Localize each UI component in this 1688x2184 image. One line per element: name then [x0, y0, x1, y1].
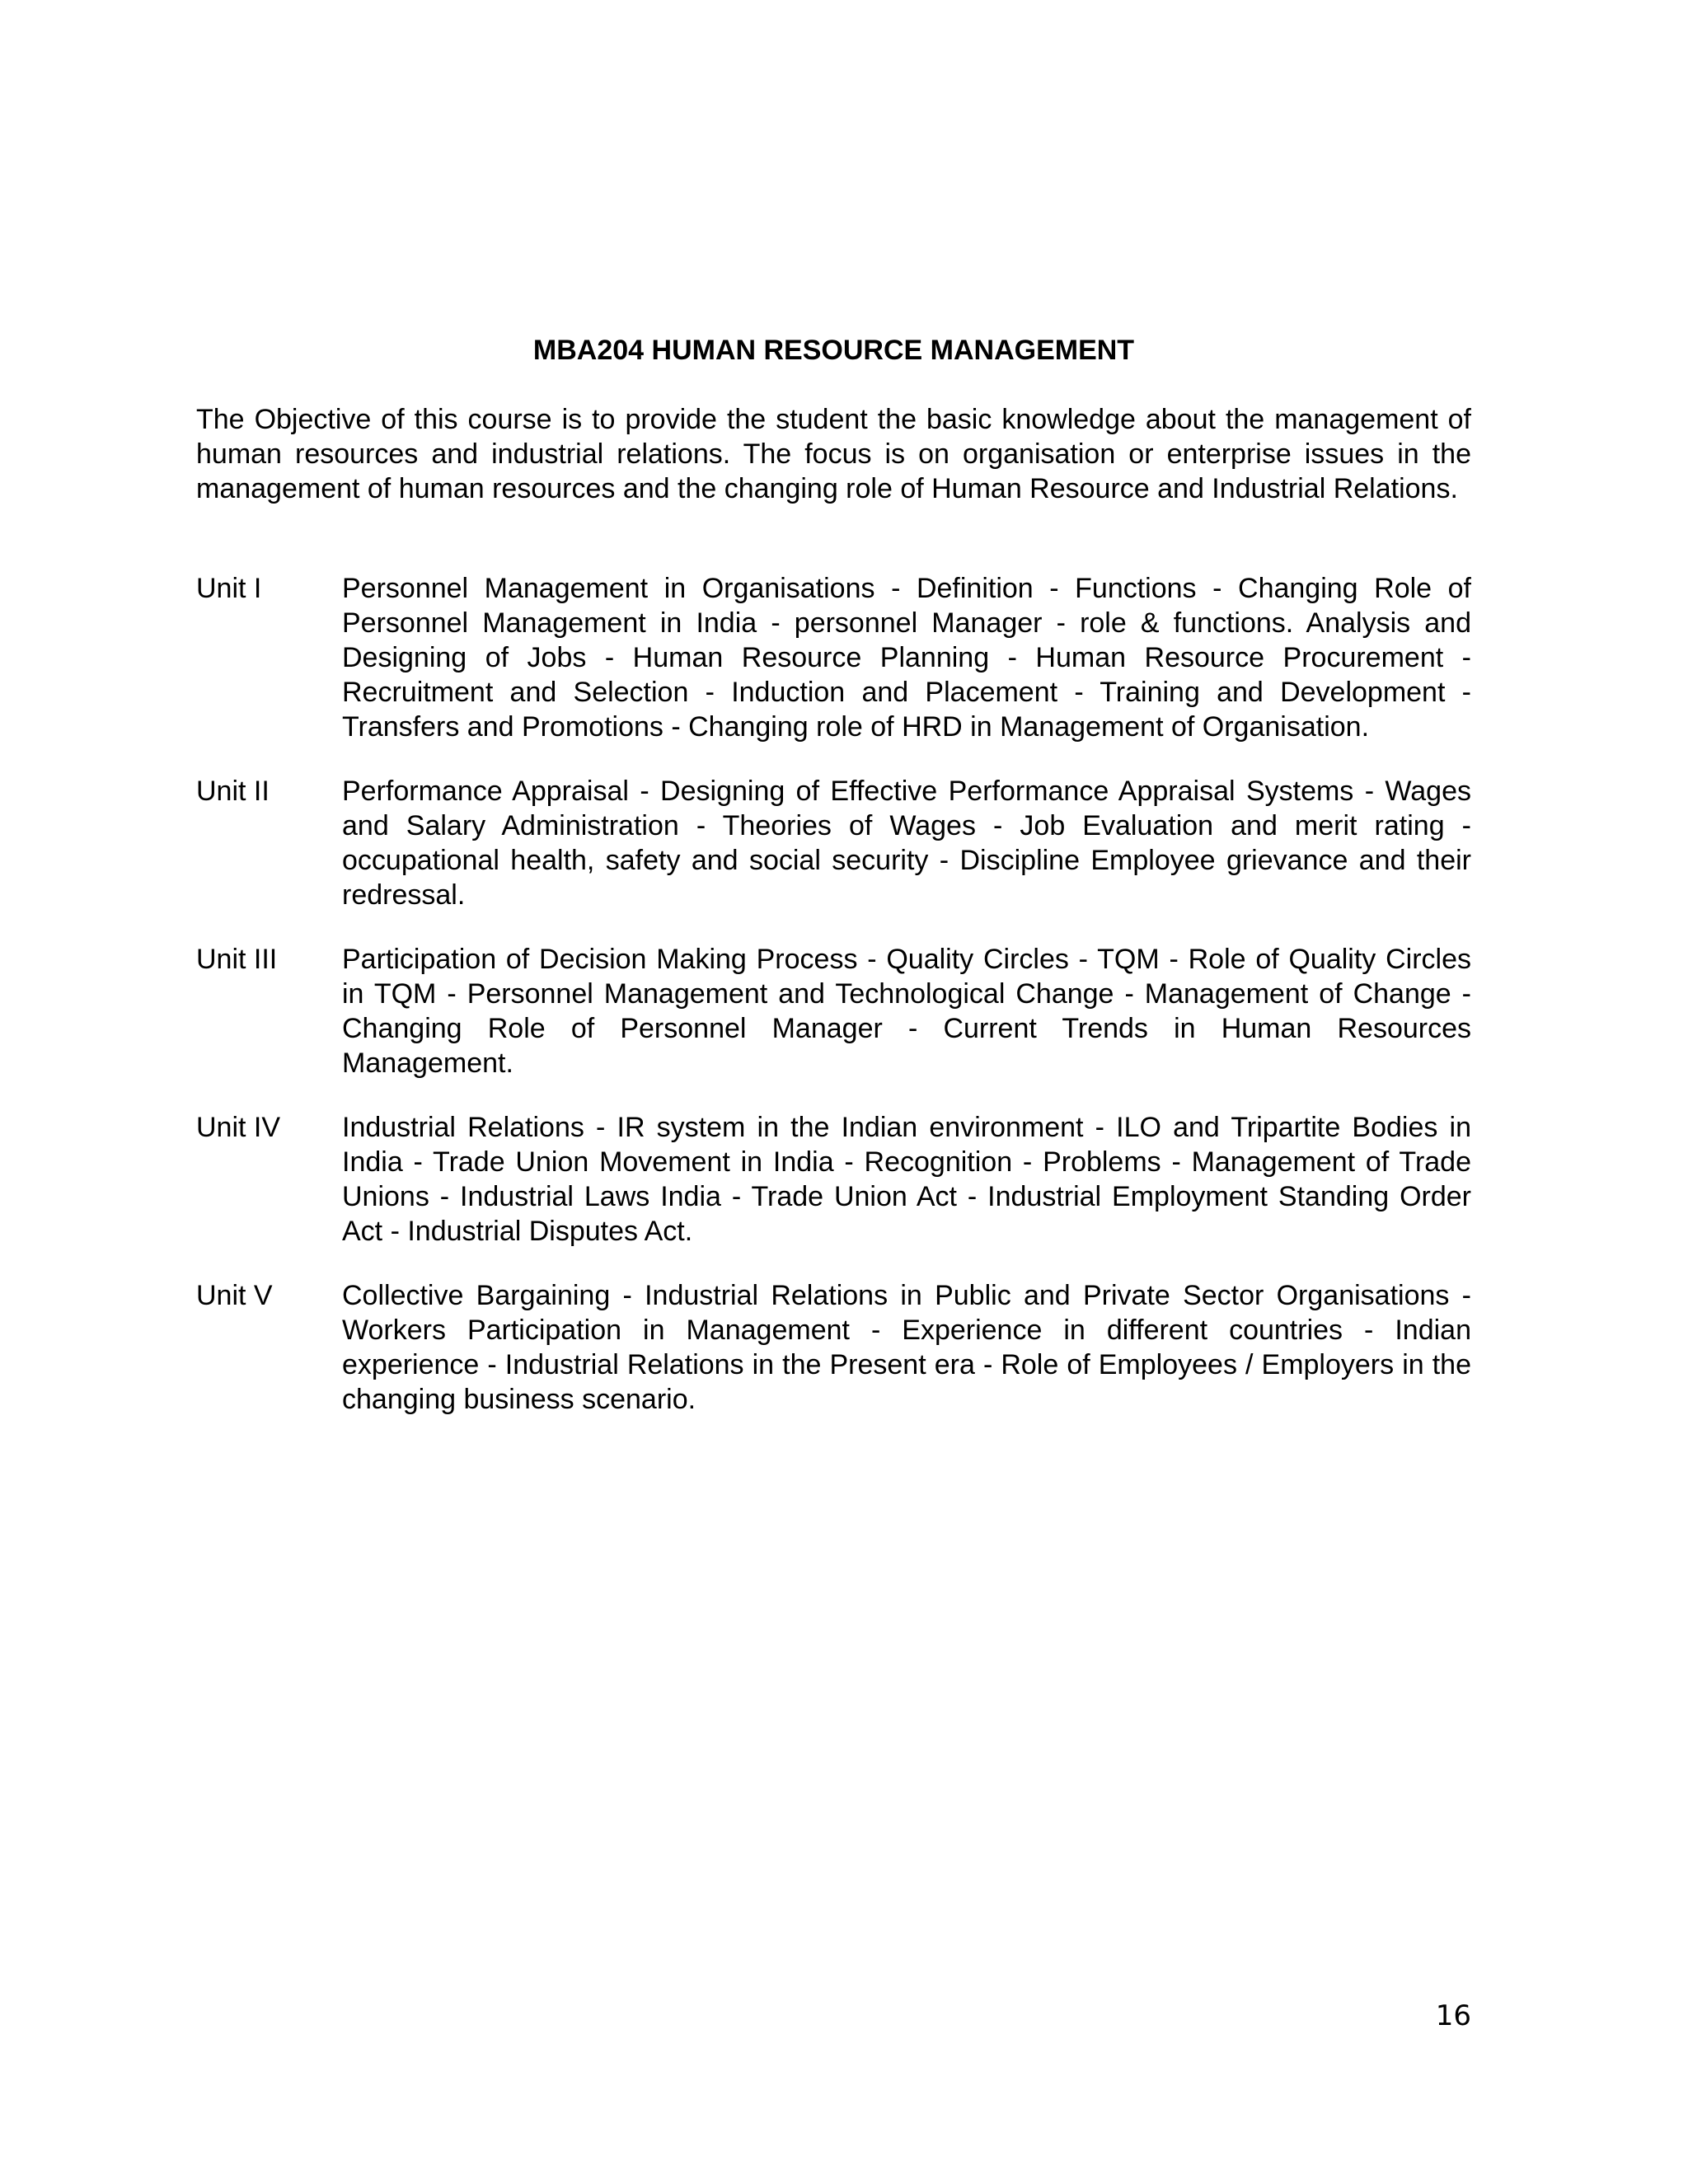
unit-label: Unit IV: [196, 1112, 281, 1143]
page-number: 16: [1435, 1999, 1471, 2032]
unit-label: Unit II: [196, 776, 270, 807]
unit-description: Personnel Management in Organisations - Definition - Functions - Changing Role of Personnel Management in India - personnel Manager - role & functions. Analysis and Designing of Jobs - Human Resource Planning - Human Resource Procurement - Recruitment and Selection - Induction and Placement - Training and Development - Transfers and Promotions - Changing role of HRD in Management of Organisation.: [342, 573, 1471, 743]
unit-description: Industrial Relations - IR system in the Indian environment - ILO and Tripartite Bodies in India - Trade Union Movement in India - Recognition - Problems - Management of Trade Unions - Industrial Laws India - Trade Union Act - Industrial Employment Standing Order Act - Industrial Disputes Act.: [342, 1112, 1471, 1247]
unit-item: [196, 942, 1471, 1080]
unit-item: [196, 774, 1471, 912]
unit-label: Unit III: [196, 944, 278, 975]
unit-item: [196, 1110, 1471, 1249]
page-title: MBA204 HUMAN RESOURCE MANAGEMENT: [532, 335, 1135, 366]
unit-label: Unit I: [196, 573, 262, 604]
course-objective-paragraph: The Objective of this course is to provide the student the basic knowledge about the management of human resources and industrial relations. The focus is on organisation or enterprise issues in the management of human resources and the changing role of Human Resource and Industrial Relations.: [196, 404, 1471, 504]
units-list: [196, 571, 1471, 1446]
unit-description: Performance Appraisal - Designing of Effective Performance Appraisal Systems - Wages and Salary Administration - Theories of Wages - Job Evaluation and merit rating - occupational health, safety and social security - Discipline Employee grievance and their redressal.: [342, 776, 1471, 911]
unit-label: Unit V: [196, 1280, 273, 1311]
unit-description: Participation of Decision Making Process - Quality Circles - TQM - Role of Quality Circles in TQM - Personnel Management and Technological Change - Management of Change - Changing Role of Personnel Manager - Current Trends in Human Resources Management.: [342, 944, 1471, 1079]
unit-item: [196, 571, 1471, 744]
unit-item: [196, 1278, 1471, 1417]
unit-description: Collective Bargaining - Industrial Relations in Public and Private Sector Organisations - Workers Participation in Management - Experience in different countries - Indian experience - Industrial Relations in the Present era - Role of Employees / Employers in the changing business scenario.: [342, 1280, 1471, 1415]
